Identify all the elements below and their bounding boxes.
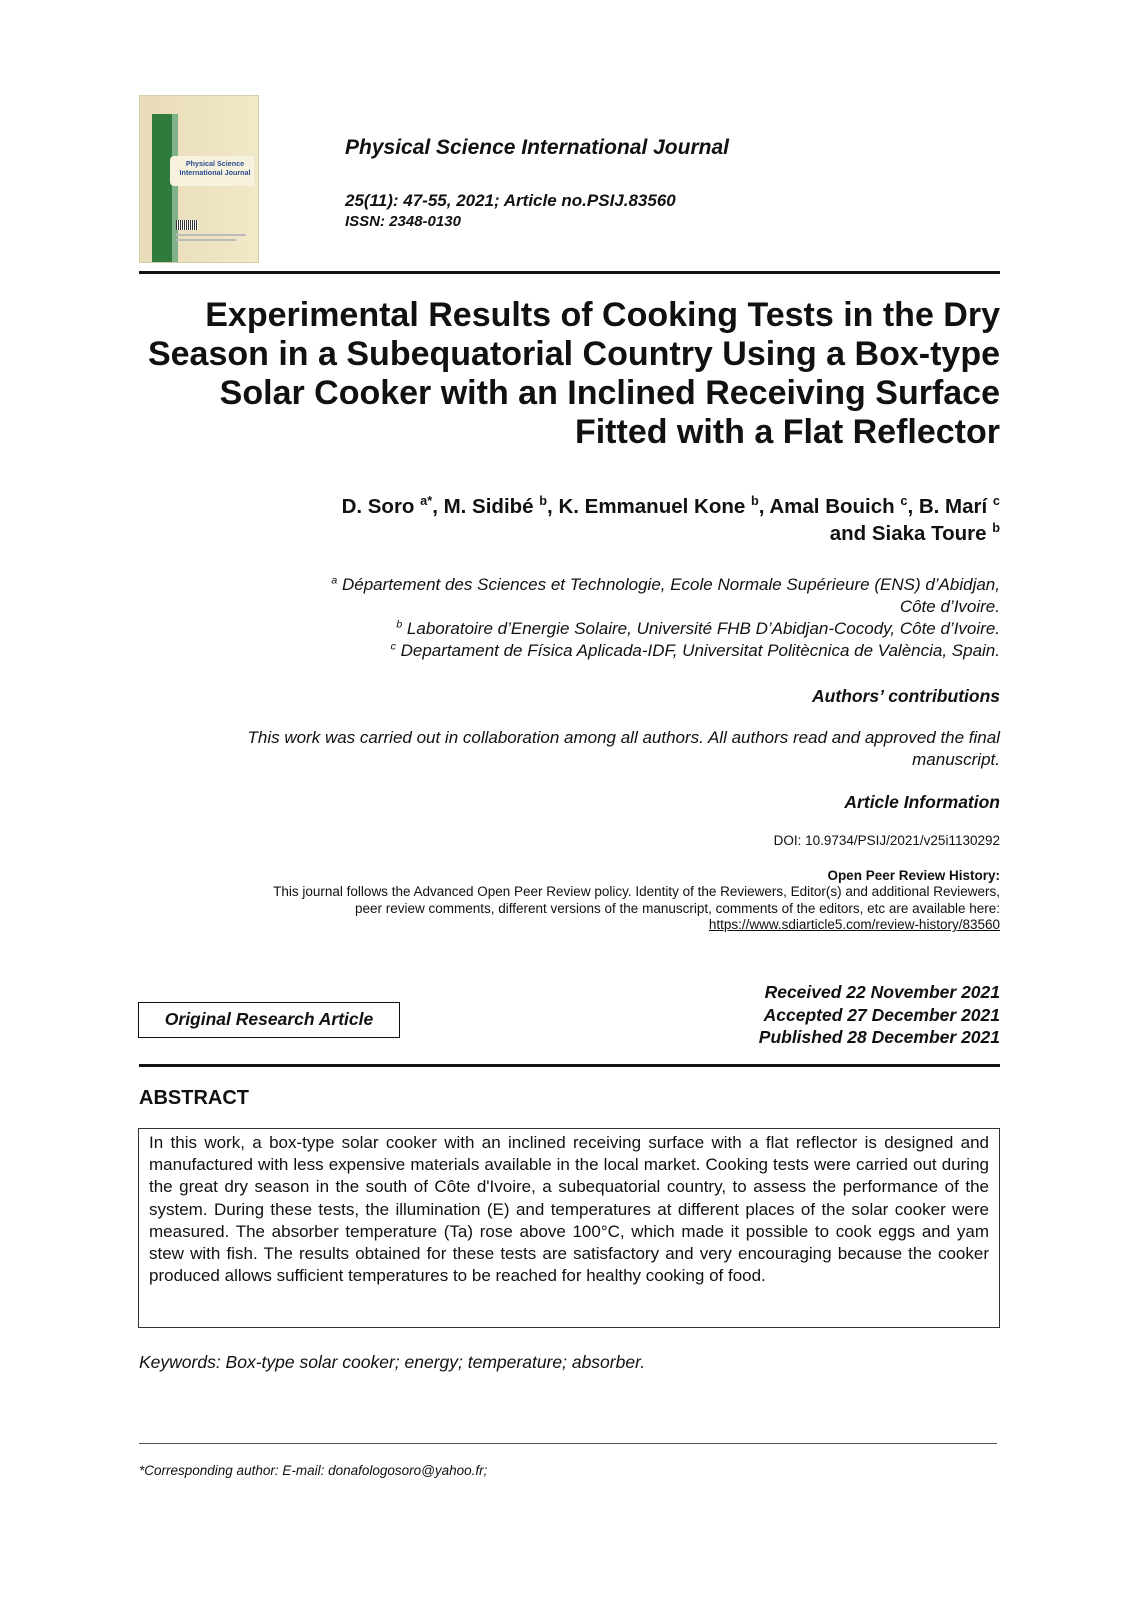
author-name: and Siaka Toure	[829, 522, 987, 545]
contributions-text	[140, 727, 1000, 771]
affiliation-line	[140, 618, 1000, 640]
keywords: Keywords: Box-type solar cooker; energy; temperature; absorber.	[139, 1352, 646, 1372]
author-separator: ,	[432, 495, 444, 518]
header-rule	[139, 271, 1000, 274]
author-affiliation-mark: b	[750, 493, 759, 509]
affiliation-line	[140, 640, 1000, 662]
cover-journal-name: Physical Science International Journal	[179, 159, 251, 177]
footnote-rule	[139, 1443, 997, 1444]
article-info-heading: Article Information	[844, 792, 1000, 812]
author-name: M. Sidibé	[443, 495, 534, 518]
author-list	[140, 493, 1000, 547]
received-date: Received 22 November 2021	[764, 982, 1000, 1002]
corresponding-author-footnote: *Corresponding author: E-mail: donafologosoro@yahoo.fr;	[139, 1463, 488, 1478]
journal-name: Physical Science International Journal	[345, 136, 729, 159]
published-date: Published 28 December 2021	[758, 1027, 1000, 1047]
contributions-line: This work was carried out in collaboration among all authors. All authors read and approved the final	[247, 728, 1000, 747]
volume-info: 25(11): 47-55, 2021; Article no.PSIJ.83560	[345, 191, 676, 210]
affiliation-text: Laboratoire d’Energie Solaire, Université FHB D’Abidjan-Cocody, Côte d’Ivoire.	[406, 619, 1000, 638]
peer-review-line: This journal follows the Advanced Open Peer Review policy. Identity of the Reviewers, Editor(s) and additional Reviewers,	[273, 884, 1000, 899]
cover-green-band	[152, 114, 172, 263]
author-separator: ,	[907, 495, 919, 518]
author-name: Amal Bouich	[769, 495, 895, 518]
affiliation-line	[140, 596, 1000, 618]
title-line: Season in a Subequatorial Country Using a Box-type	[147, 335, 1000, 373]
title-line: Fitted with a Flat Reflector	[574, 413, 1000, 451]
author-affiliation-mark: a*	[420, 493, 433, 509]
contributions-line: manuscript.	[912, 750, 1000, 769]
title-line: Solar Cooker with an Inclined Receiving Surface	[219, 374, 1000, 412]
article-type-badge: Original Research Article	[138, 1002, 400, 1038]
affiliation-text: Département des Sciences et Technologie, Ecole Normale Supérieure (ENS) d’Abidjan,	[341, 575, 1000, 594]
peer-review-line: peer review comments, different versions of the manuscript, comments of the editors, etc are available here:	[354, 900, 1000, 916]
affiliation-mark: c	[390, 640, 396, 653]
accepted-date: Accepted 27 December 2021	[763, 1004, 1000, 1025]
author-separator: ,	[547, 495, 559, 518]
author-line	[140, 493, 1000, 520]
author-affiliation-mark: b	[539, 493, 548, 509]
author-affiliation-mark: b	[992, 520, 1000, 536]
cover-fine-print	[176, 239, 236, 241]
peer-review-link[interactable]: https://www.sdiarticle5.com/review-history/83560	[708, 917, 1000, 932]
author-name: K. Emmanuel Kone	[558, 495, 746, 518]
doi: DOI: 10.9734/PSIJ/2021/v25i1130292	[773, 833, 1000, 848]
author-separator: ,	[758, 495, 770, 518]
article-title	[140, 296, 1000, 452]
author-line	[140, 520, 1000, 547]
abstract-heading: ABSTRACT	[139, 1087, 249, 1109]
affiliation-line	[140, 574, 1000, 596]
peer-review-heading: Open Peer Review History:	[827, 868, 1000, 883]
author-affiliation-mark: c	[900, 493, 908, 509]
issn: ISSN: 2348-0130	[345, 213, 461, 230]
affiliations	[140, 574, 1000, 662]
affiliation-mark: b	[396, 618, 403, 631]
affiliation-text: Departament de Física Aplicada-IDF, Universitat Politècnica de València, Spain.	[400, 641, 1000, 660]
cover-fine-print	[176, 234, 246, 236]
peer-review-text	[140, 884, 1000, 934]
publication-dates	[759, 981, 1000, 1049]
cover-barcode	[176, 220, 198, 230]
section-rule	[139, 1064, 1000, 1067]
author-name: D. Soro	[341, 495, 415, 518]
abstract-text: In this work, a box-type solar cooker with an inclined receiving surface with a flat reflector is designed and manufactured with less expensive materials available in the local market. Cooking tests were carried out during the great dry season in the south of Côte d'Ivoire, a subequatorial country, to assess the performance of the system. During these tests, the illumination (E) and temperatures at different places of the solar cooker were measured. The absorber temperature (Ta) rose above 100°C, which made it possible to cook eggs and yam stew with fish. The results obtained for these tests are satisfactory and very encouraging because the cooker produced allows sufficient temperatures to be reached for healthy cooking of food.	[138, 1128, 1000, 1328]
author-name: B. Marí	[918, 495, 988, 518]
affiliation-mark: a	[331, 574, 338, 587]
author-affiliation-mark: c	[992, 493, 1000, 509]
journal-cover-image	[139, 95, 259, 263]
contributions-heading: Authors’ contributions	[812, 686, 1000, 706]
affiliation-text: Côte d’Ivoire.	[899, 597, 1000, 616]
title-line: Experimental Results of Cooking Tests in the Dry	[205, 296, 1000, 334]
